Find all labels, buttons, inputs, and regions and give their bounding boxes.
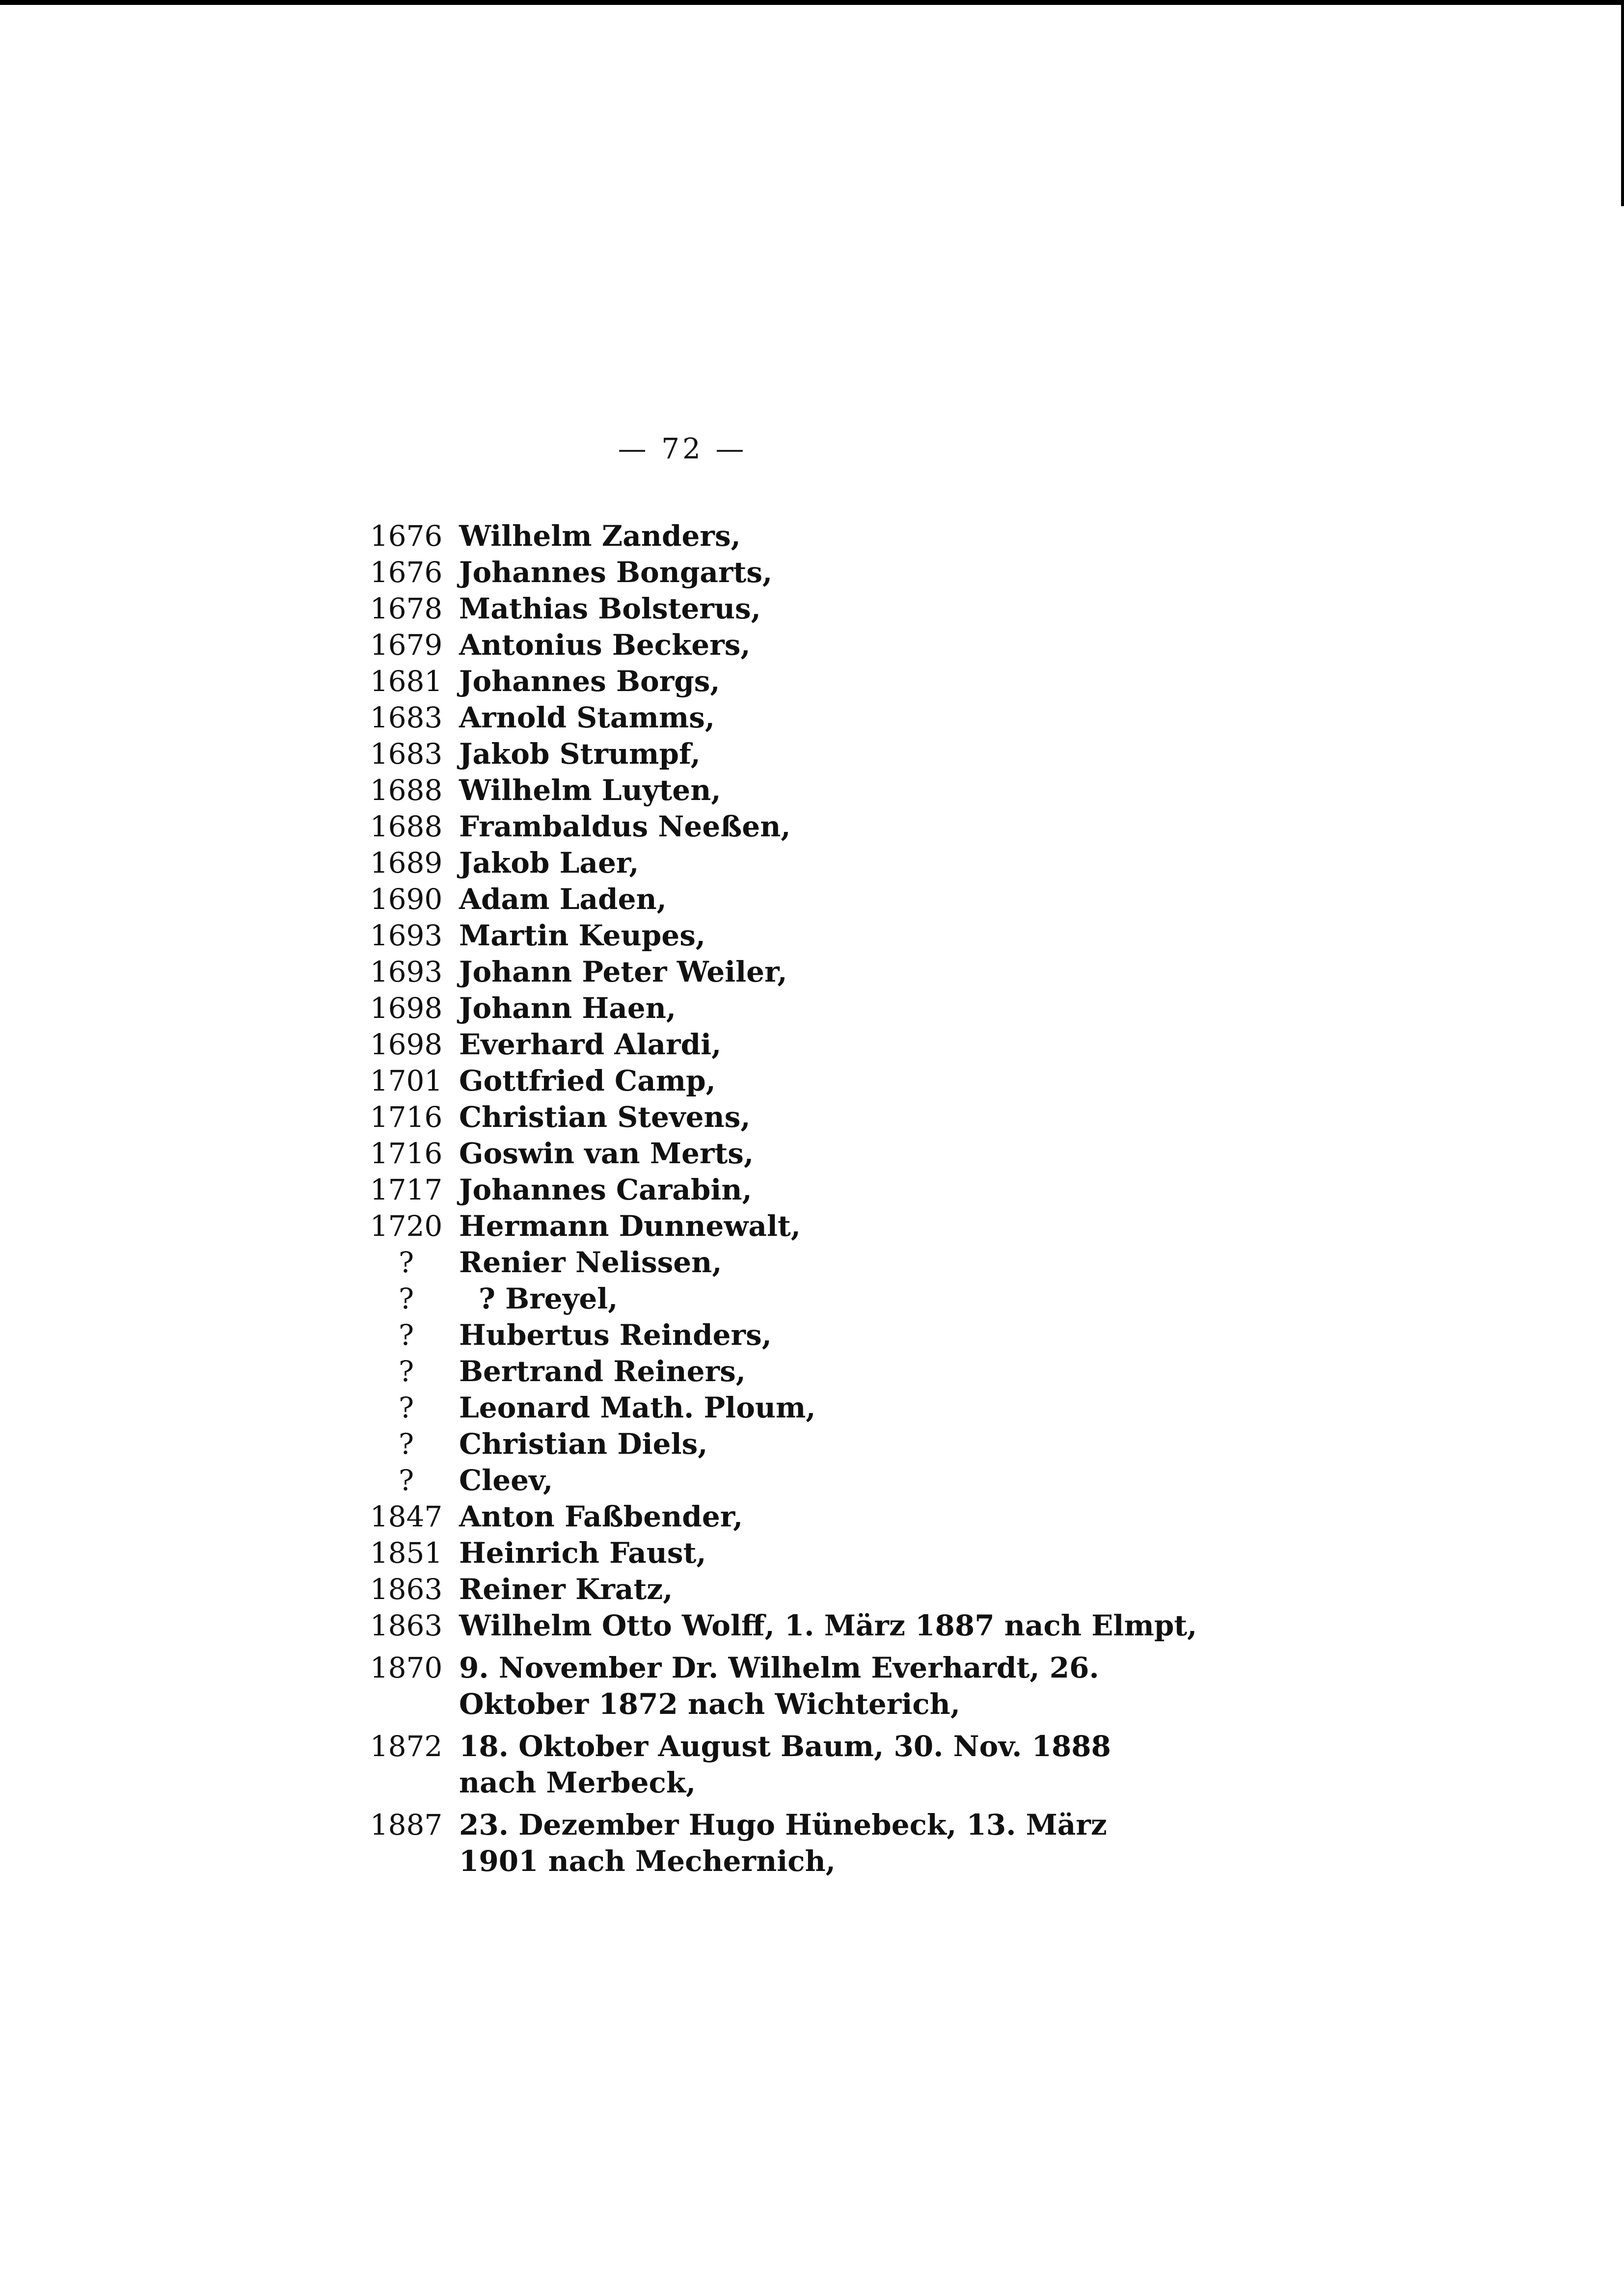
- entry-text: Christian Diels,: [459, 1427, 708, 1461]
- entry-year: 1690: [370, 882, 443, 916]
- scan-border-top: [0, 0, 1624, 5]
- entry-text: Goswin van Merts,: [459, 1137, 754, 1170]
- entry-year: 1717: [370, 1173, 443, 1206]
- entry-text: Hubertus Reinders,: [459, 1318, 772, 1352]
- entry-text: Gottfried Camp,: [459, 1064, 716, 1097]
- list-item: [363, 1281, 1208, 1317]
- entry-year: ?: [398, 1464, 414, 1497]
- list-item: [363, 1063, 1208, 1099]
- entry-text: Johann Peter Weiler,: [459, 955, 787, 988]
- entry-year: ?: [398, 1318, 414, 1352]
- list-item: [363, 772, 1208, 808]
- list-item: [363, 917, 1208, 954]
- list-item: [363, 808, 1208, 845]
- entry-year: 1688: [370, 774, 443, 807]
- list-item: [363, 990, 1208, 1026]
- entry-text: Wilhelm Otto Wolff, 1. März 1887 nach Elmpt,: [459, 1609, 1197, 1642]
- entry-text: ? Breyel,: [479, 1282, 618, 1315]
- entry-year: 1676: [370, 519, 443, 553]
- list-item: [363, 1498, 1208, 1535]
- entry-text: Jakob Strumpf,: [459, 737, 701, 771]
- entry-text: Renier Nelissen,: [459, 1246, 722, 1279]
- scan-border-right: [1621, 0, 1624, 206]
- list-item: [363, 1099, 1208, 1135]
- entry-year: 1693: [370, 919, 443, 952]
- list-item: [363, 1607, 1208, 1644]
- list-item: [363, 1026, 1208, 1063]
- entry-year: 1681: [370, 665, 443, 698]
- entry-year: ?: [398, 1355, 414, 1388]
- entry-year: 1720: [370, 1209, 443, 1243]
- entry-text: Wilhelm Zanders,: [459, 519, 741, 553]
- list-item: [363, 1135, 1208, 1172]
- entry-text: Anton Faßbender,: [459, 1500, 743, 1533]
- entry-year: 1851: [370, 1536, 443, 1570]
- entry-list: [363, 518, 1208, 1883]
- entry-year: 1716: [370, 1100, 443, 1134]
- list-item: [363, 881, 1208, 917]
- list-item: [363, 736, 1208, 772]
- entry-text: 9. November Dr. Wilhelm Everhardt, 26. Oktober 1872 nach Wichterich,: [459, 1651, 1099, 1721]
- list-item: [363, 590, 1208, 627]
- list-item: [363, 554, 1208, 590]
- entry-text: 23. Dezember Hugo Hünebeck, 13. März 1901 nach Mechernich,: [459, 1808, 1107, 1878]
- entry-year: 1887: [370, 1808, 443, 1842]
- entry-year: ?: [398, 1282, 414, 1315]
- entry-year: 1678: [370, 592, 443, 625]
- list-item: [363, 1462, 1208, 1498]
- list-item: [363, 1426, 1208, 1462]
- entry-text: Wilhelm Luyten,: [459, 774, 721, 807]
- list-item: [363, 699, 1208, 736]
- entry-text: Frambaldus Neeßen,: [459, 810, 791, 843]
- entry-year: 1870: [370, 1651, 443, 1684]
- list-item: [363, 845, 1208, 881]
- list-item: [363, 1244, 1208, 1281]
- entry-year: 1683: [370, 737, 443, 771]
- list-item: [363, 1389, 1208, 1426]
- list-item: [363, 518, 1208, 554]
- entry-text: Christian Stevens,: [459, 1100, 751, 1134]
- list-item: [363, 1650, 1208, 1722]
- entry-text: Bertrand Reiners,: [459, 1355, 746, 1388]
- entry-year: ?: [398, 1246, 414, 1279]
- list-item: [363, 1535, 1208, 1571]
- entry-text: Leonard Math. Ploum,: [459, 1391, 816, 1424]
- entry-year: 1676: [370, 556, 443, 589]
- entry-text: Johann Haen,: [459, 991, 677, 1025]
- entry-year: 1693: [370, 955, 443, 988]
- entry-text: Cleev,: [459, 1464, 553, 1497]
- page-number: — 72 —: [618, 432, 747, 465]
- entry-year: 1688: [370, 810, 443, 843]
- entry-text: Arnold Stamms,: [459, 701, 715, 734]
- entry-year: 1872: [370, 1730, 443, 1763]
- entry-year: 1847: [370, 1500, 443, 1533]
- entry-year: 1689: [370, 846, 443, 880]
- list-item: [363, 954, 1208, 990]
- list-item: [363, 1807, 1208, 1879]
- list-item: [363, 1208, 1208, 1244]
- entry-text: Reiner Kratz,: [459, 1573, 673, 1606]
- entry-text: Hermann Dunnewalt,: [459, 1209, 801, 1243]
- entry-year: 1863: [370, 1573, 443, 1606]
- list-item: [363, 1317, 1208, 1353]
- entry-year: 1698: [370, 991, 443, 1025]
- entry-text: Johannes Carabin,: [459, 1173, 752, 1206]
- entry-year: ?: [398, 1391, 414, 1424]
- entry-text: Martin Keupes,: [459, 919, 706, 952]
- entry-text: 18. Oktober August Baum, 30. Nov. 1888 nach Merbeck,: [459, 1730, 1111, 1799]
- entry-year: 1683: [370, 701, 443, 734]
- list-item: [363, 663, 1208, 699]
- list-item: [363, 1571, 1208, 1607]
- list-item: [363, 627, 1208, 663]
- entry-text: Jakob Laer,: [459, 846, 639, 880]
- entry-year: ?: [398, 1427, 414, 1461]
- entry-text: Heinrich Faust,: [459, 1536, 706, 1570]
- entry-text: Everhard Alardi,: [459, 1028, 722, 1061]
- entry-text: Antonius Beckers,: [459, 628, 751, 662]
- entry-year: 1679: [370, 628, 443, 662]
- entry-text: Johannes Bongarts,: [459, 556, 773, 589]
- list-item: [363, 1353, 1208, 1389]
- entry-year: 1863: [370, 1609, 443, 1642]
- entry-text: Mathias Bolsterus,: [459, 592, 761, 625]
- entry-year: 1701: [370, 1064, 443, 1097]
- entry-text: Adam Laden,: [459, 882, 667, 916]
- entry-year: 1698: [370, 1028, 443, 1061]
- list-item: [363, 1172, 1208, 1208]
- entry-text: Johannes Borgs,: [459, 665, 720, 698]
- entry-year: 1716: [370, 1137, 443, 1170]
- list-item: [363, 1728, 1208, 1801]
